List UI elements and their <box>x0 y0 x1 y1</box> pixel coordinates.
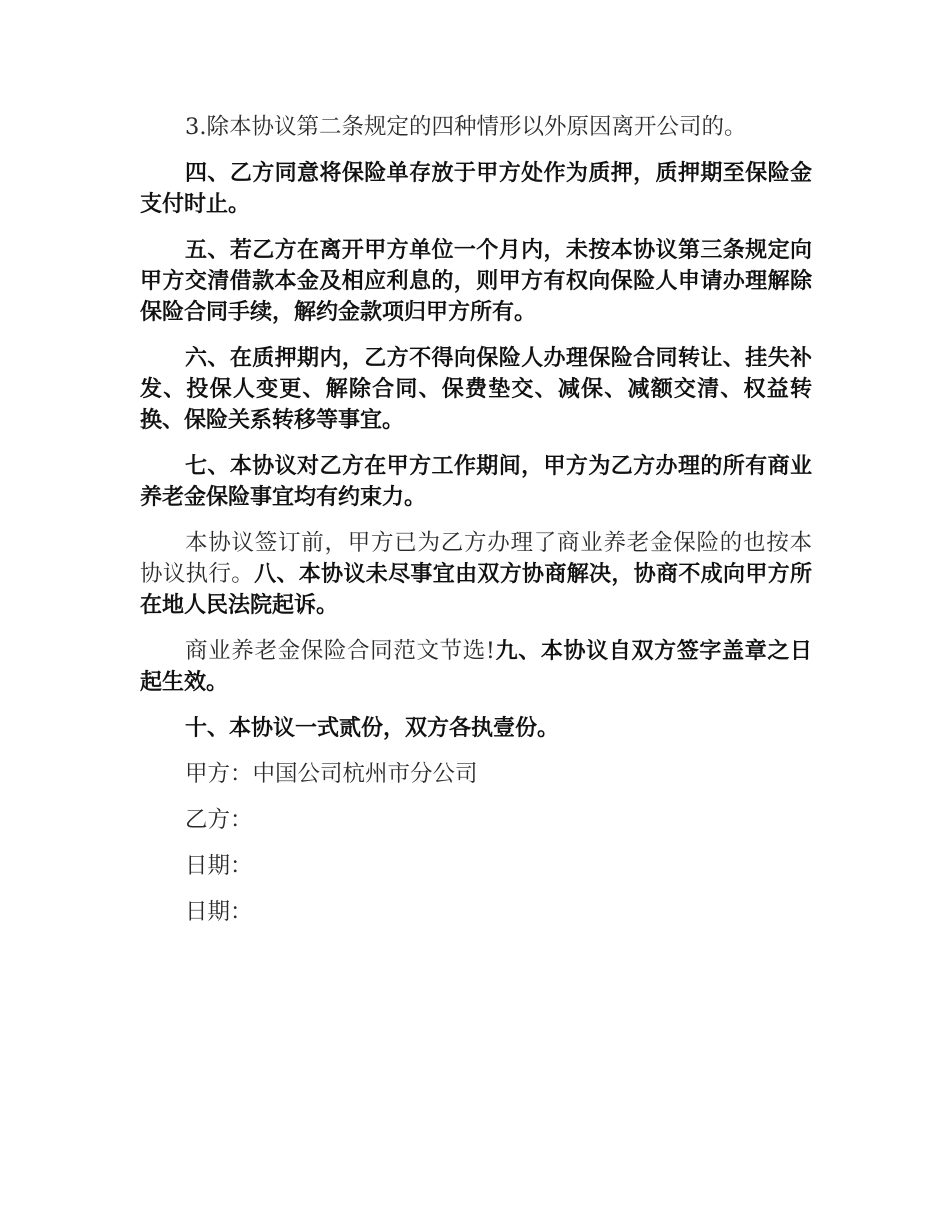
clause-6: 六、在质押期内，乙方不得向保险人办理保险合同转让、挂失补发、投保人变更、解除合同、保费垫交、减保、减额交清、权益转换、保险关系转移等事宜。 <box>140 346 812 433</box>
date-line-2: 日期： <box>185 899 253 925</box>
party-a-signature: 甲方：中国公司杭州市分公司 <box>185 761 478 787</box>
clause-8: 八、本协议未尽事宜由双方协商解决，协商不成向甲方所在地人民法院起诉。 <box>140 562 812 618</box>
excerpt-note: 商业养老金保险合同范文节选! <box>185 638 495 664</box>
excerpt-note-and-clause-9 <box>140 636 812 698</box>
date-line-1: 日期： <box>185 853 253 879</box>
clause-7-supplement: 本协议签订前，甲方已为乙方办理了商业养老金保险的也按本协议执行。 <box>140 530 812 587</box>
document-page <box>140 112 812 943</box>
clause-5: 五、若乙方在离开甲方单位一个月内，未按本协议第三条规定向甲方交清借款本金及相应利息的，则甲方有权向保险人申请办理解除保险合同手续，解约金款项归甲方所有。 <box>140 238 812 325</box>
party-b-signature: 乙方： <box>185 807 253 833</box>
clause-10: 十、本协议一式贰份，双方各执壹份。 <box>185 716 560 741</box>
clause-7: 七、本协议对乙方在甲方工作期间，甲方为乙方办理的所有商业养老金保险事宜均有约束力。 <box>140 454 812 510</box>
clause-9: 九、本协议自双方签字盖章之日起生效。 <box>140 639 812 695</box>
clause-7-supplement-and-clause-8 <box>140 528 812 621</box>
clause-3-item-3: 3.除本协议第二条规定的四种情形以外原因离开公司的。 <box>185 114 747 140</box>
clause-4: 四、乙方同意将保险单存放于甲方处作为质押，质押期至保险金支付时止。 <box>140 161 812 217</box>
